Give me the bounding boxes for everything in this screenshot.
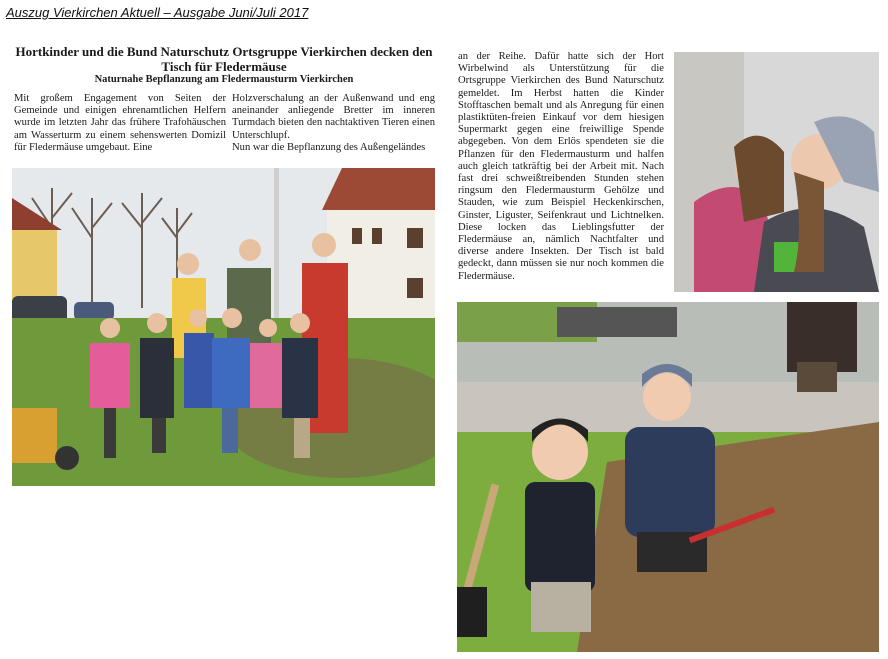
- column-2-paragraph-1: Holzverschalung an der Außenwand und eng aneinander anliegende Bretter im inneren Turmdach bieten den nachtaktiven Tieren einen Unterschlupf.: [232, 93, 435, 141]
- group-photo: [12, 168, 435, 486]
- boys-gardening-photo: [457, 302, 879, 652]
- column-1-text: Mit großem Engagement von Seiten der Gemeinde und einigen ehrenamtlichen Helfern wurde im letzten Jahr das frühere Trafohäuschen am Wasserturm zu einem sehenswerten Domizil für Fledermäuse umgebaut. Eine: [14, 93, 226, 153]
- article-column-3: [458, 51, 664, 283]
- publication-header: Auszug Vierkirchen Aktuell – Ausgabe Juni/Juli 2017: [6, 5, 309, 20]
- girls-photo: [674, 52, 879, 292]
- article-column-1: [14, 93, 226, 154]
- column-3-text: an der Reihe. Dafür hatte sich der Hort Wirbelwind als Unterstützung für die Ortsgruppe Vierkirchen des Bund Naturschutz gemeldet. Im Herbst hatten die Kinder Stofftaschen bemalt und als Anregung für einen plastiktüten-freien Einkauf vor dem hiesigen Supermarkt gegen eine freiwillige Spende abgegeben. Von dem Erlös spendeten sie die Pflanzen für den Fledermausturm und halfen auch gleich tatkräftig bei der Arbeit mit. Nach fast drei schweißtreibenden Stunden stehen ringsum den Fledermausturm Gehölze und Stauden, wie zum Beispiel Heckenkirschen, Ginster, Liguster, Seifenkraut und Lichtnelken. Diese locken das Lieblingsfutter der Fledermäuse an, nämlich Nachtfalter und diverse andere Insekten. Der Tisch ist bald gedeckt, dann müssen sie nur noch kommen die Fledermäuse.: [458, 51, 664, 282]
- article-column-2: [232, 93, 435, 154]
- article-subheadline: Naturnahe Bepflanzung am Fledermausturm Vierkirchen: [94, 74, 354, 85]
- article-headline: Hortkinder und die Bund Naturschutz Ortsgruppe Vierkirchen decken den Tisch für Fledermäuse: [15, 44, 433, 74]
- column-2-paragraph-2: Nun war die Bepflanzung des Außengeländes: [232, 141, 426, 153]
